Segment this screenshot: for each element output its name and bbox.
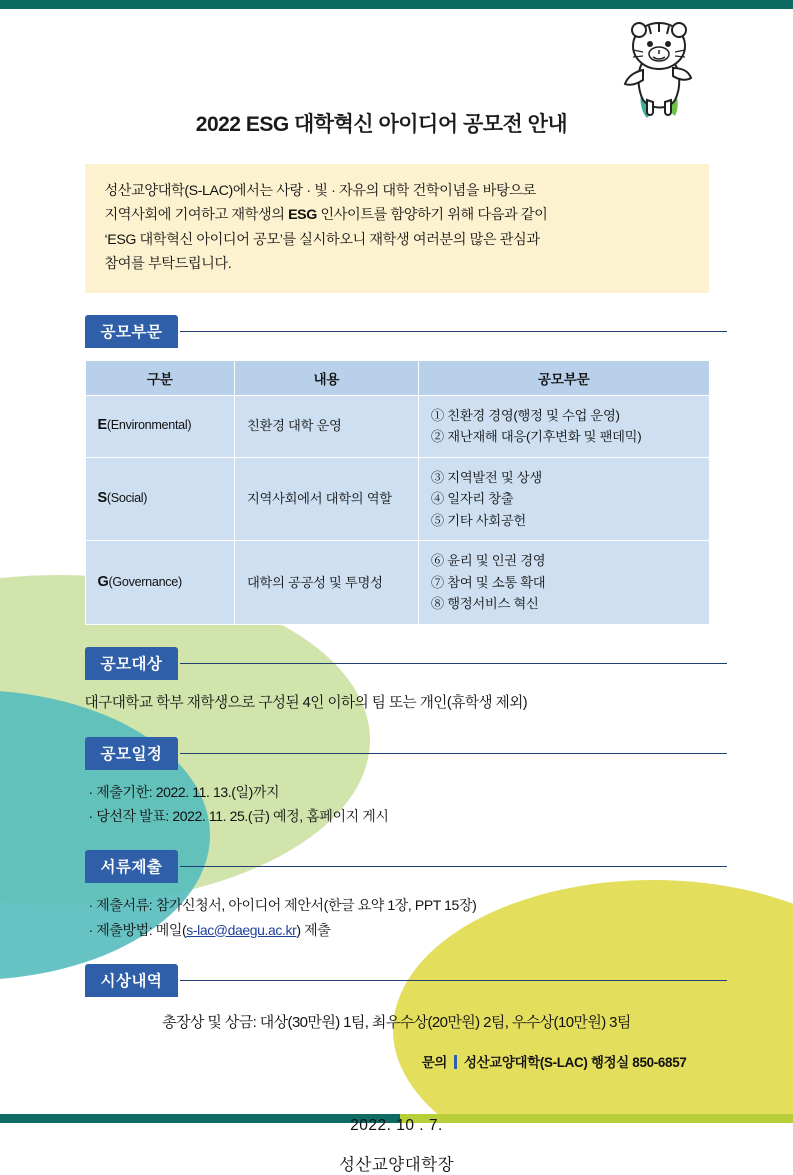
category-item: ② 재난재해 대응(기후변화 및 팬데믹) [430,429,642,445]
table-row [85,395,709,457]
list-item [89,918,727,942]
category-item: ① 친환경 경영(행정 및 수업 운영) [430,407,620,423]
list-item: · 당선작 발표: 2022. 11. 25.(금) 예정, 홈페이지 게시 [88,808,389,825]
intro-line-2-esg: ESG [288,207,317,224]
contact-divider-icon [454,1055,457,1069]
page-title: 2022 ESG 대학혁신 아이디어 공모전 안내 [195,113,568,136]
list-item: · 제출기한: 2022. 11. 13.(일)까지 [88,784,280,801]
table-cell-content-e: 친환경 대학 운영 [235,395,419,457]
category-item: ⑤ 기타 사회공헌 [430,512,526,528]
section-target-header [85,647,727,680]
table-cell-content-s: 지역사회에서 대학의 역할 [235,457,419,541]
section-category-header [85,315,727,348]
intro-line-2-a: 지역사회에 기여하고 재학생의 [104,207,289,224]
table-cell-category-s [85,457,235,541]
intro-line-3: ‘ESG 대학혁신 아이디어 공모’를 실시하오니 재학생 여러분의 많은 관심과 [104,231,540,248]
issue-date: 2022. 10 . 7. [350,1116,443,1134]
section-schedule-label: 공모일정 [85,737,179,770]
table-header-row [85,360,709,395]
tiger-mascot-icon [603,18,713,128]
section-submission-header [85,850,727,883]
category-letter-g: G [97,573,109,590]
section-schedule [67,737,727,828]
category-word-g: (Governance) [108,574,182,589]
table-cell-category-e [85,395,235,457]
poster-content [67,0,727,1175]
table-cell-content-g: 대학의 공공성 및 투명성 [235,541,419,625]
section-schedule-header [85,737,727,770]
intro-line-4: 참여를 부탁드립니다. [104,256,232,273]
section-schedule-rule [180,753,726,754]
table-header-cell-1: 내용 [235,360,419,395]
contact-info [67,1052,687,1071]
table-cell-items-e [418,395,709,457]
section-schedule-list [89,780,727,828]
section-target-label: 공모대상 [85,647,179,680]
section-awards [67,964,727,1032]
section-category-label: 공모부문 [85,315,179,348]
table-row [85,541,709,625]
category-word-s: (Social) [106,491,148,506]
section-submission-rule [180,866,726,867]
signer-name: 성산교양대학장 [338,1155,455,1174]
category-letter-e: E [97,417,107,434]
contact-label: 문의 [421,1054,448,1070]
intro-line-2 [105,203,689,227]
table-cell-category-g [85,541,235,625]
category-item: ⑦ 참여 및 소통 확대 [430,574,546,590]
intro-line-1: 성산교양대학(S-LAC)에서는 사랑 · 빛 · 자유의 대학 건학이념을 바탕으로 [104,183,536,199]
submission-method-suffix: ) 제출 [296,921,331,938]
category-letter-s: S [97,490,107,507]
category-item: ⑧ 행정서비스 혁신 [430,596,539,612]
section-target-rule [180,663,726,664]
section-target-text: 대구대학교 학부 재학생으로 구성된 4인 이하의 팀 또는 개인(휴학생 제외) [84,694,528,711]
category-item: ③ 지역발전 및 상생 [430,469,542,485]
section-target [67,647,727,715]
email-link[interactable]: s-lac@daegu.ac.kr [186,921,297,938]
section-awards-header [85,964,727,997]
section-submission-list [89,893,727,941]
table-row [85,457,709,541]
table-header-cell-2: 공모부문 [418,360,709,395]
section-category-rule [180,331,726,332]
esg-category-table [85,360,710,625]
section-category [67,315,727,625]
section-awards-text: 총장상 및 상금: 대상(30만원) 1팀, 최우수상(20만원) 2팀, 우수상(10만원) 3팀 [162,1013,631,1031]
table-cell-items-s [418,457,709,541]
submission-method-prefix: · 제출방법: 메일( [88,921,187,938]
table-header-cell-0: 구분 [85,360,235,395]
intro-line-2-c: 인사이트를 함양하기 위해 다음과 같이 [316,207,548,224]
category-item: ⑥ 윤리 및 인권 경영 [430,553,546,569]
section-submission-label: 서류제출 [85,850,179,883]
intro-paragraph [85,164,709,293]
section-awards-rule [180,980,726,981]
contact-text: 성산교양대학(S-LAC) 행정실 850-6857 [464,1054,687,1070]
list-item: · 제출서류: 참가신청서, 아이디어 제안서(한글 요약 1장, PPT 15장) [88,897,477,914]
category-word-e: (Environmental) [106,418,192,433]
table-cell-items-g [418,541,709,625]
section-awards-label: 시상내역 [85,964,179,997]
category-item: ④ 일자리 창출 [430,491,514,507]
section-submission [67,850,727,941]
